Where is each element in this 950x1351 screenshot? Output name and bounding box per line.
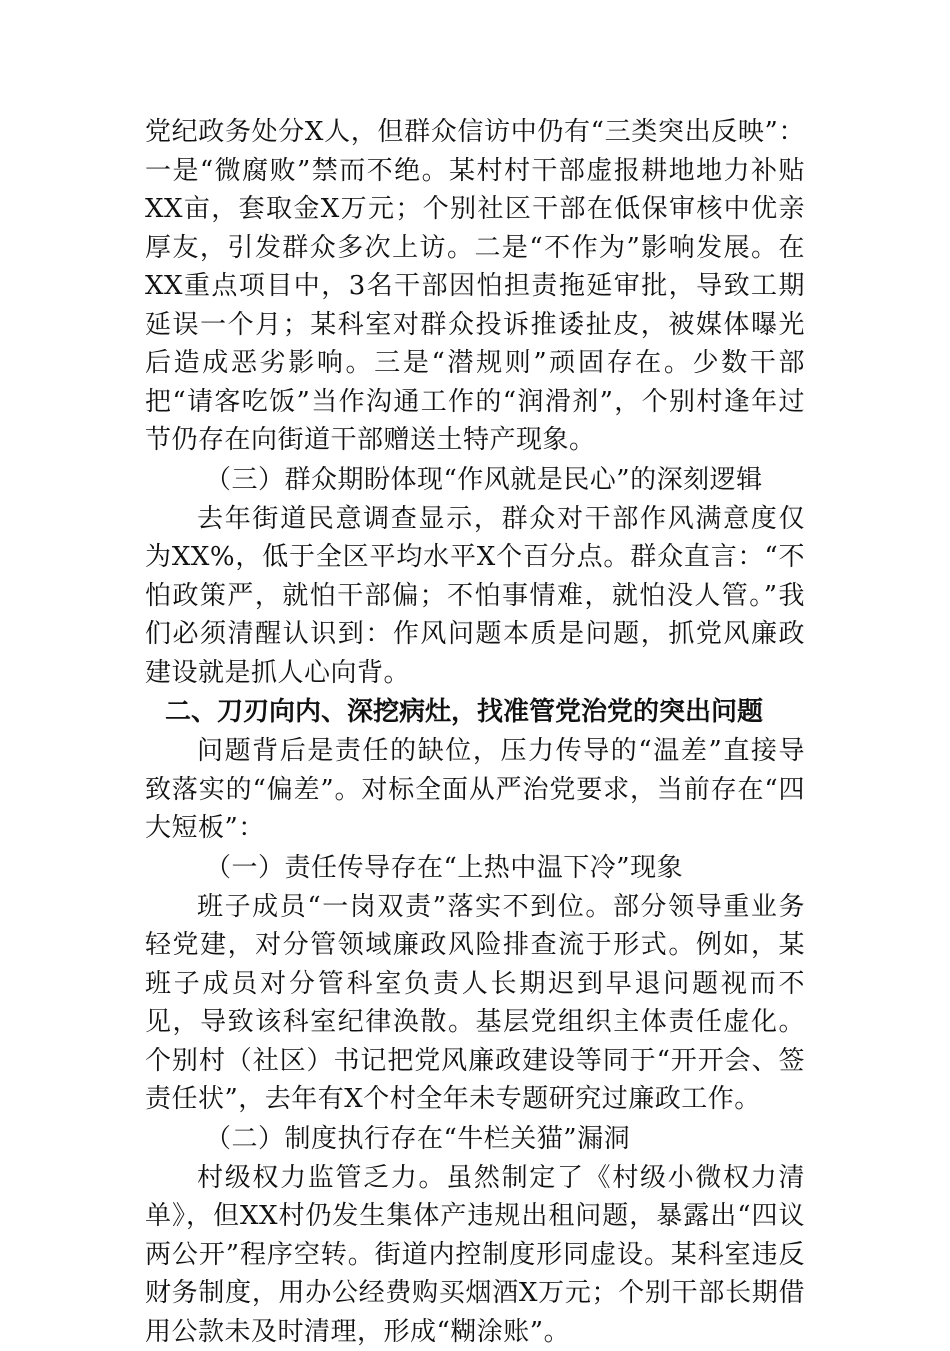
paragraph-continuation: 党纪政务处分X人，但群众信访中仍有“三类突出反映”：一是“微腐败”禁而不绝。某村村干部虚报耕地地力补贴XX亩，套取金X万元；个别社区干部在低保审核中优亲厚友，引发群众多次上访。二是“不作为”影响发展。在XX重点项目中，3名干部因怕担责拖延审批，导致工期延误一个月；某科室对群众投诉推诿扯皮，被媒体曝光后造成恶劣影响。三是“潜规则”顽固存在。少数干部把“请客吃饭”当作沟通工作的“润滑剂”，个别村逢年过节仍存在向街道干部赠送土特产现象。 — [145, 113, 805, 460]
paragraph-body: 村级权力监管乏力。虽然制定了《村级小微权力清单》，但XX村仍发生集体产违规出租问题，暴露出“四议两公开”程序空转。街道内控制度形同虚设。某科室违反财务制度，用办公经费购买烟酒X万元；个别干部长期借用公款未及时清理，形成“糊涂账”。 — [145, 1159, 805, 1351]
paragraph-body: 去年街道民意调查显示，群众对干部作风满意度仅为XX%，低于全区平均水平X个百分点。群众直言：“不怕政策严，就怕干部偏；不怕事情难，就怕没人管。”我们必须清醒认识到：作风问题本质是问题，抓党风廉政建设就是抓人心向背。 — [145, 500, 805, 693]
paragraph-body: 班子成员“一岗双责”落实不到位。部分领导重业务轻党建，对分管领域廉政风险排查流于形式。例如，某班子成员对分管科室负责人长期迟到早退问题视而不见，导致该科室纪律涣散。基层党组织主体责任虚化。个别村（社区）书记把党风廉政建设等同于“开开会、签责任状”，去年有X个村全年未专题研究过廉政工作。 — [145, 888, 805, 1119]
subheading-1: （一）责任传导存在“上热中温下冷”现象 — [145, 848, 805, 888]
paragraph-body: 问题背后是责任的缺位，压力传导的“温差”直接导致落实的“偏差”。对标全面从严治党要求，当前存在“四大短板”： — [145, 732, 805, 848]
subheading-2: （二）制度执行存在“牛栏关猫”漏洞 — [145, 1119, 805, 1159]
subheading-3: （三）群众期盼体现“作风就是民心”的深刻逻辑 — [145, 460, 805, 500]
section-heading-2: 二、刀刃向内、深挖病灶，找准管党治党的突出问题 — [145, 692, 805, 732]
